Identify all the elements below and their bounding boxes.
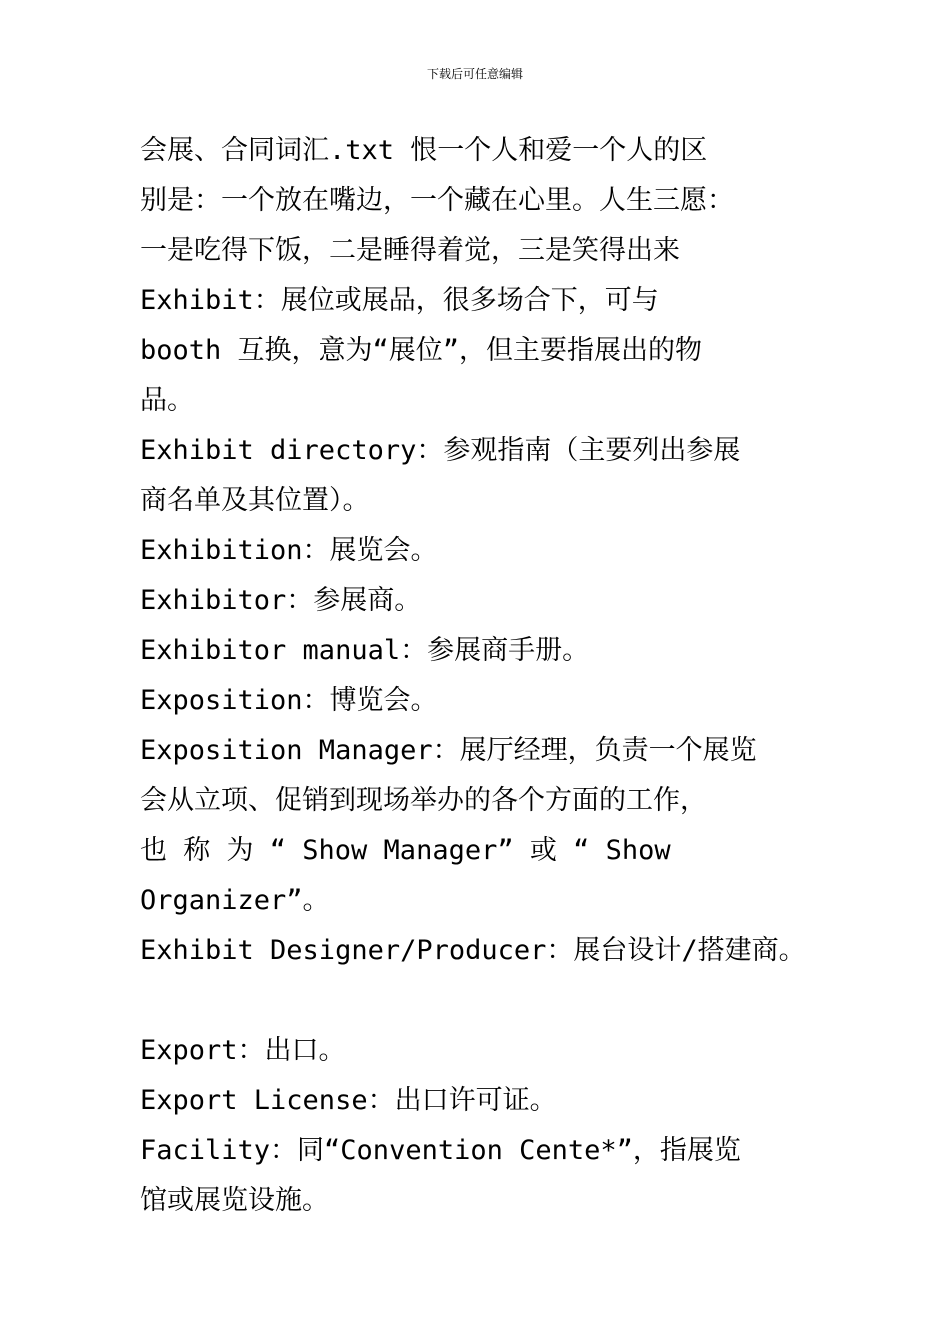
text-line: Exposition Manager：展厅经理，负责一个展览 xyxy=(140,735,757,766)
text-line: Exhibitor manual：参展商手册。 xyxy=(140,635,590,666)
document-body xyxy=(140,126,812,1226)
page-header-note: 下载后可任意编辑 xyxy=(426,67,523,81)
text-line: 一是吃得下饭，二是睡得着觉，三是笑得出来 xyxy=(140,235,680,266)
text-line: booth 互换，意为“展位”，但主要指展出的物 xyxy=(140,335,703,366)
text-line: Export License：出口许可证。 xyxy=(140,1085,557,1116)
text-line: 品。 xyxy=(140,385,194,416)
text-line: Exhibit directory：参观指南（主要列出参展 xyxy=(140,435,741,466)
text-line: Exhibit：展位或展品，很多场合下，可与 xyxy=(140,285,659,316)
text-line: Organizer”。 xyxy=(140,885,330,916)
text-line: 会从立项、促销到现场举办的各个方面的工作， xyxy=(140,785,707,816)
text-line: Exposition：博览会。 xyxy=(140,685,438,716)
blank-line xyxy=(140,976,812,1026)
text-line: Exhibitor：参展商。 xyxy=(140,585,422,616)
text-line: Export：出口。 xyxy=(140,1035,346,1066)
text-line: 商名单及其位置）。 xyxy=(140,485,370,516)
text-line: 也 称 为 “ Show Manager” 或 “ Show xyxy=(140,835,671,866)
text-line: Exhibit Designer/Producer：展台设计/搭建商。 xyxy=(140,935,806,966)
text-line: 会展、合同词汇.txt 恨一个人和爱一个人的区 xyxy=(140,135,708,166)
text-line: Facility：同“Convention Cente*”，指展览 xyxy=(140,1135,741,1166)
text-line: Exhibition：展览会。 xyxy=(140,535,438,566)
text-line: 别是：一个放在嘴边，一个藏在心里。人生三愿： xyxy=(140,185,734,216)
text-line: 馆或展览设施。 xyxy=(140,1185,329,1216)
